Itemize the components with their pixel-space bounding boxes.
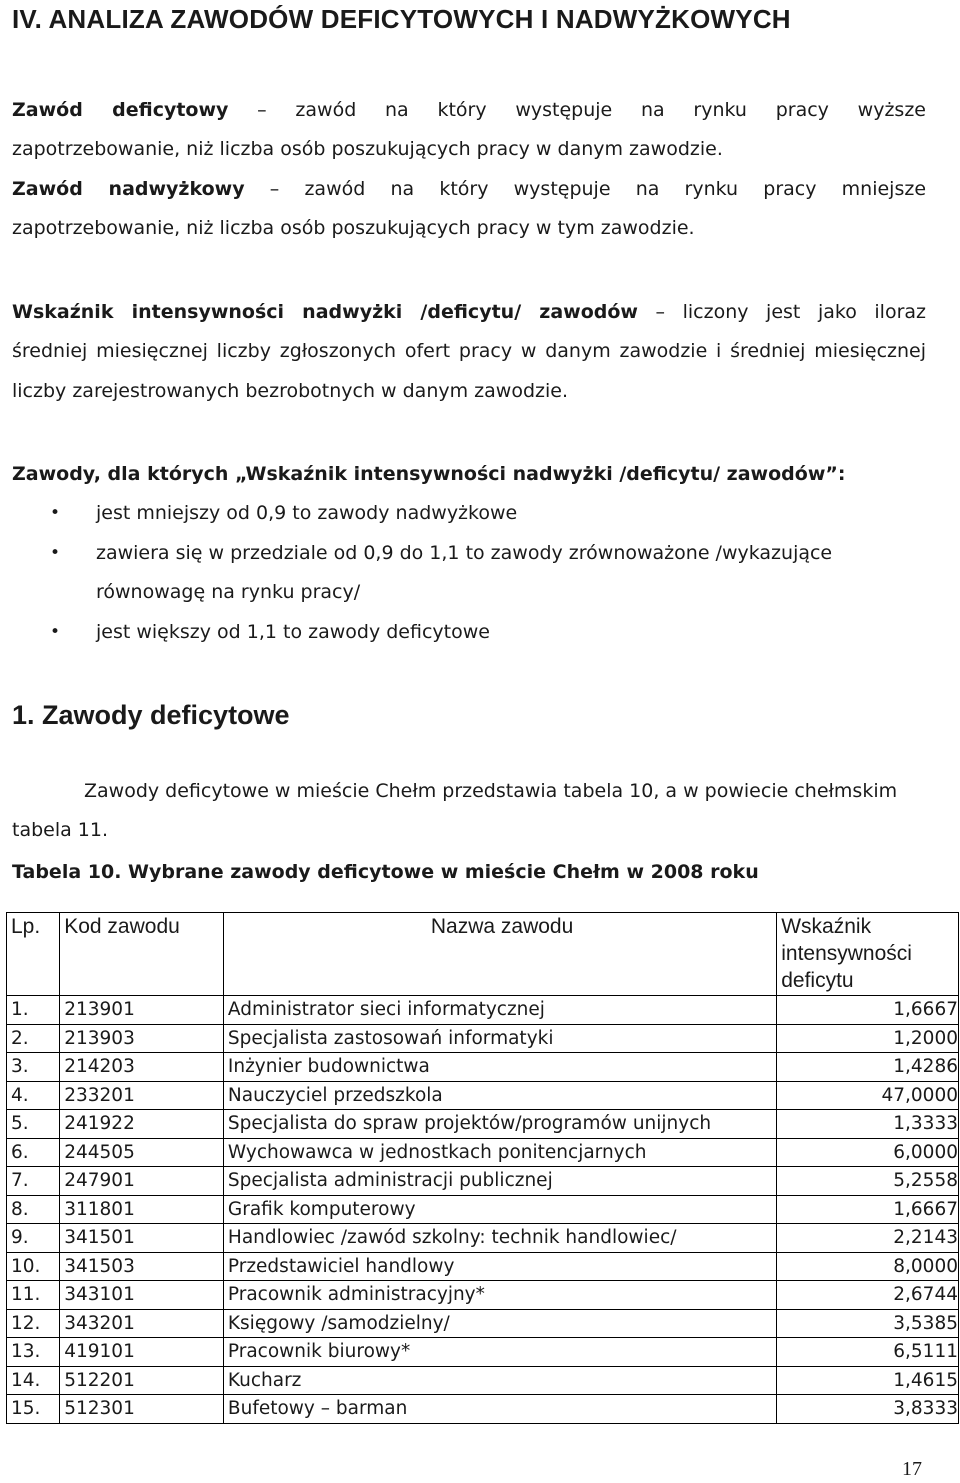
bullet-icon: •: [50, 621, 61, 642]
cell-name: Pracownik administracyjny*: [223, 1281, 776, 1310]
cell-lp: 1.: [7, 996, 60, 1025]
page-heading: IV. ANALIZA ZAWODÓW DEFICYTOWYCH I NADWYŻKOWYCH: [12, 4, 791, 34]
bullet-icon: •: [50, 542, 61, 563]
table-row: [7, 1309, 959, 1338]
cell-name: Specjalista zastosowań informatyki: [223, 1024, 776, 1053]
header-code: Kod zawodu: [60, 913, 224, 996]
cell-name: Specjalista do spraw projektów/programów unijnych: [223, 1110, 776, 1139]
cell-value: 6,0000: [777, 1138, 959, 1167]
cell-name: Specjalista administracji publicznej: [223, 1167, 776, 1196]
cell-name: Nauczyciel przedszkola: [223, 1081, 776, 1110]
cell-name: Bufetowy – barman: [223, 1395, 776, 1424]
cell-lp: 9.: [7, 1224, 60, 1253]
deficit-term: Zawód deficytowy: [12, 99, 229, 121]
cell-value: 2,2143: [777, 1224, 959, 1253]
table-row: [7, 1110, 959, 1139]
criteria-item: [0, 534, 896, 613]
header-name: Nazwa zawodu: [223, 913, 776, 996]
cell-value: 3,8333: [777, 1395, 959, 1424]
surplus-definition: [12, 170, 926, 210]
cell-name: Wychowawca w jednostkach ponitencjarnych: [223, 1138, 776, 1167]
cell-code: 241922: [60, 1110, 224, 1139]
table-header-row: [7, 913, 959, 996]
table-row: [7, 1281, 959, 1310]
section-intro-cont: tabela 11.: [12, 819, 109, 841]
criteria-intro: Zawody, dla których „Wskaźnik intensywności nadwyżki /deficytu/ zawodów”:: [12, 463, 846, 485]
table-row: [7, 1395, 959, 1424]
cell-value: 6,5111: [777, 1338, 959, 1367]
cell-lp: 12.: [7, 1309, 60, 1338]
cell-value: 47,0000: [777, 1081, 959, 1110]
page-number: 17: [902, 1458, 922, 1480]
criteria-item-text: zawiera się w przedziale od 0,9 do 1,1 to zawody zrównoważone /wykazujące: [96, 541, 833, 564]
table-row: [7, 996, 959, 1025]
cell-lp: 7.: [7, 1167, 60, 1196]
cell-lp: 4.: [7, 1081, 60, 1110]
cell-name: Kucharz: [223, 1366, 776, 1395]
table-body: [7, 996, 959, 1424]
cell-name: Księgowy /samodzielny/: [223, 1309, 776, 1338]
table-row: [7, 1053, 959, 1082]
table-row: [7, 1224, 959, 1253]
cell-code: 343201: [60, 1309, 224, 1338]
deficit-definition-text: – zawód na który występuje na rynku pracy wyższe: [228, 99, 926, 121]
cell-code: 419101: [60, 1338, 224, 1367]
table-row: [7, 1195, 959, 1224]
cell-code: 233201: [60, 1081, 224, 1110]
criteria-list: [0, 494, 896, 652]
cell-value: 1,2000: [777, 1024, 959, 1053]
indicator-definition-line2: średniej miesięcznej liczby zgłoszonych ofert pracy w danym zawodzie i średniej miesięcznej: [12, 340, 926, 362]
bullet-icon: •: [50, 503, 61, 523]
cell-name: Handlowiec /zawód szkolny: technik handlowiec/: [223, 1224, 776, 1253]
cell-lp: 14.: [7, 1366, 60, 1395]
surplus-definition-text: – zawód na który występuje na rynku pracy mniejsze: [244, 178, 927, 200]
table-row: [7, 1081, 959, 1110]
cell-lp: 6.: [7, 1138, 60, 1167]
cell-lp: 8.: [7, 1195, 60, 1224]
cell-value: 8,0000: [777, 1252, 959, 1281]
cell-code: 512201: [60, 1366, 224, 1395]
deficit-definition-cont: zapotrzebowanie, niż liczba osób poszukujących pracy w danym zawodzie.: [12, 138, 723, 160]
criteria-item: [0, 494, 896, 534]
deficit-definition: [12, 91, 926, 131]
cell-code: 247901: [60, 1167, 224, 1196]
indicator-definition-text: – liczony jest jako iloraz: [637, 301, 926, 323]
section-intro: Zawody deficytowe w mieście Chełm przedstawia tabela 10, a w powiecie chełmskim: [84, 780, 898, 802]
indicator-term: Wskaźnik intensywności nadwyżki /deficytu/ zawodów: [12, 301, 638, 323]
table-row: [7, 1338, 959, 1367]
table-row: [7, 1138, 959, 1167]
cell-code: 214203: [60, 1053, 224, 1082]
table-caption: Tabela 10. Wybrane zawody deficytowe w mieście Chełm w 2008 roku: [12, 861, 759, 883]
section-title: 1. Zawody deficytowe: [12, 700, 290, 730]
cell-lp: 11.: [7, 1281, 60, 1310]
cell-code: 213903: [60, 1024, 224, 1053]
cell-value: 1,3333: [777, 1110, 959, 1139]
surplus-definition-cont: zapotrzebowanie, niż liczba osób poszukujących pracy w tym zawodzie.: [12, 217, 695, 239]
cell-value: 1,6667: [777, 1195, 959, 1224]
cell-lp: 10.: [7, 1252, 60, 1281]
cell-code: 512301: [60, 1395, 224, 1424]
cell-lp: 3.: [7, 1053, 60, 1082]
cell-lp: 15.: [7, 1395, 60, 1424]
cell-lp: 5.: [7, 1110, 60, 1139]
cell-lp: 2.: [7, 1024, 60, 1053]
criteria-item-text: jest mniejszy od 0,9 to zawody nadwyżkowe: [96, 502, 518, 524]
cell-name: Administrator sieci informatycznej: [223, 996, 776, 1025]
header-lp: Lp.: [7, 913, 60, 996]
indicator-definition: [12, 293, 926, 333]
cell-value: 2,6744: [777, 1281, 959, 1310]
cell-code: 341501: [60, 1224, 224, 1253]
cell-name: Przedstawiciel handlowy: [223, 1252, 776, 1281]
table-row: [7, 1024, 959, 1053]
cell-name: Inżynier budownictwa: [223, 1053, 776, 1082]
cell-code: 213901: [60, 996, 224, 1025]
table-row: [7, 1167, 959, 1196]
cell-name: Pracownik biurowy*: [223, 1338, 776, 1367]
table-row: [7, 1366, 959, 1395]
cell-value: 1,6667: [777, 996, 959, 1025]
cell-value: 1,4286: [777, 1053, 959, 1082]
cell-value: 1,4615: [777, 1366, 959, 1395]
deficit-occupations-table: [6, 912, 959, 1424]
indicator-definition-line3: liczby zarejestrowanych bezrobotnych w danym zawodzie.: [12, 380, 568, 402]
cell-code: 311801: [60, 1195, 224, 1224]
cell-lp: 13.: [7, 1338, 60, 1367]
criteria-item-text: jest większy od 1,1 to zawody deficytowe: [96, 620, 490, 643]
cell-value: 3,5385: [777, 1309, 959, 1338]
surplus-term: Zawód nadwyżkowy: [12, 178, 245, 200]
cell-code: 341503: [60, 1252, 224, 1281]
header-value: Wskaźnik intensywności deficytu: [777, 913, 959, 996]
cell-code: 244505: [60, 1138, 224, 1167]
cell-value: 5,2558: [777, 1167, 959, 1196]
criteria-item: [0, 613, 896, 653]
cell-code: 343101: [60, 1281, 224, 1310]
criteria-item-text-cont: równowagę na rynku pracy/: [96, 581, 361, 603]
cell-name: Grafik komputerowy: [223, 1195, 776, 1224]
table-row: [7, 1252, 959, 1281]
